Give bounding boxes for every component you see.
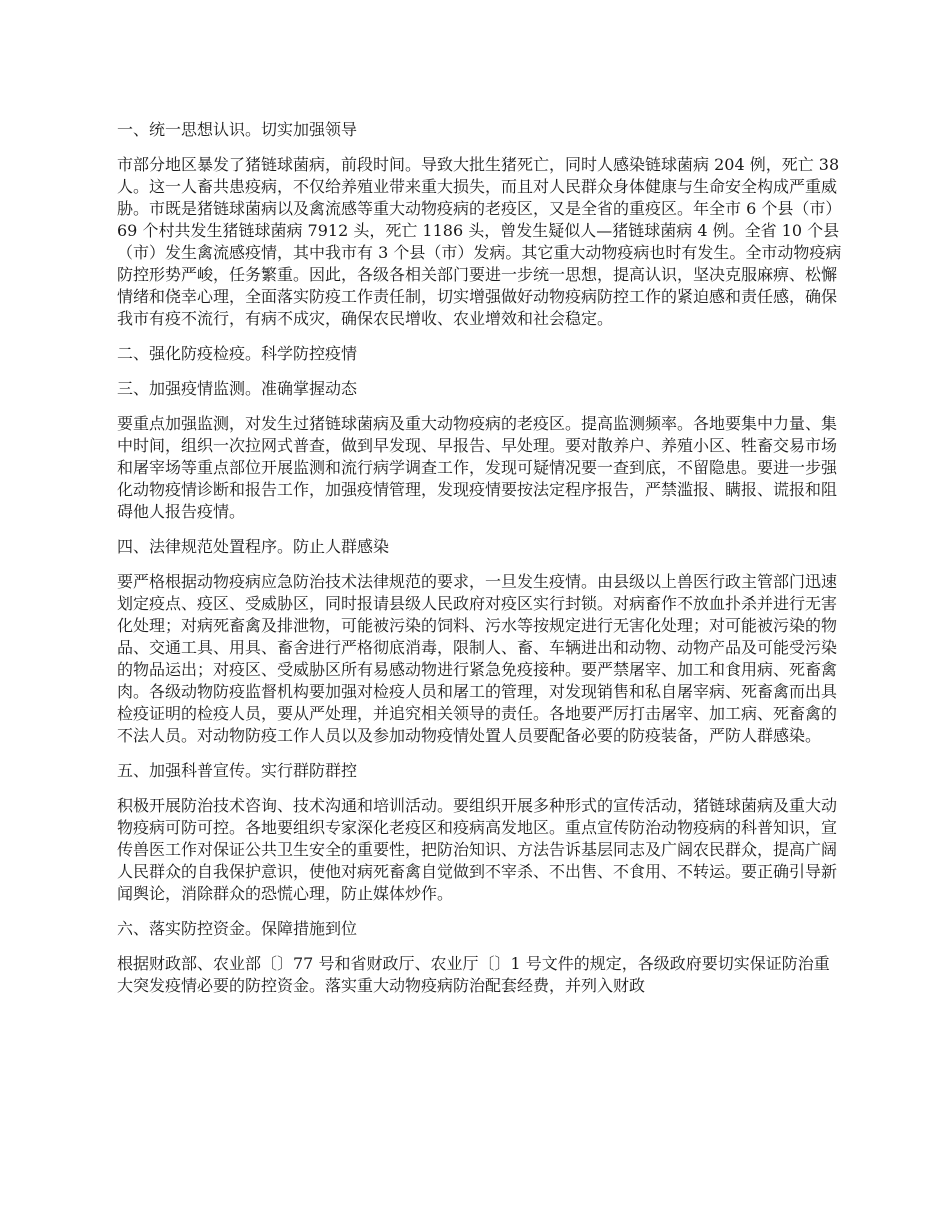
section-paragraph-5: 积极开展防治技术咨询、技术沟通和培训活动。要组织开展多种形式的宣传活动，猪链球菌病及重大动物疫病可防可控。各地要组织专家深化老疫区和疫病高发地区。重点宣传防治动物疫病的科普知识，宣传兽医工作对保证公共卫生安全的重要性，把防治知识、方法告诉基层同志及广阔农民群众，提高广阔人民群众的自我保护意识，使他对病死畜禽自觉做到不宰杀、不出售、不食用、不转运。要正确引导新闻舆论，消除群众的恐慌心理，防止媒体炒作。	[117, 796, 838, 903]
section-heading-3: 三、加强疫情监测。准确掌握动态	[117, 379, 358, 398]
section-paragraph-4: 要严格根据动物疫病应急防治技术法律规范的要求，一旦发生疫情。由县级以上兽医行政主管部门迅速划定疫点、疫区、受威胁区，同时报请县级人民政府对疫区实行封锁。对病畜作不放血扑杀并进行无害化处理；对病死畜禽及排泄物，可能被污染的饲料、污水等按规定进行无害化处理；对可能被污染的物品、交通工具、用具、畜舍进行严格彻底消毒，限制人、畜、车辆进出和动物、动物产品及可能受污染的物品运出；对疫区、受威胁区所有易感动物进行紧急免疫接种。要严禁屠宰、加工和食用病、死畜禽肉。各级动物防疫监督机构要加强对检疫人员和屠工的管理，对发现销售和私自屠宰病、死畜禽而出具检疫证明的检疫人员，要从严处理，并追究相关领导的责任。各地要严厉打击屠宰、加工病、死畜禽的不法人员。对动物防疫工作人员以及参加动物疫情处置人员要配备必要的防疫装备，严防人群感染。	[117, 572, 838, 745]
section-heading-2: 二、强化防疫检疫。科学防控疫情	[117, 344, 358, 363]
section-heading-1: 一、统一思想认识。切实加强领导	[117, 120, 358, 139]
section-paragraph-1: 市部分地区暴发了猪链球菌病，前段时间。导致大批生猪死亡，同时人感染链球菌病 204 例，死亡 38 人。这一人畜共患疫病，不仅给养殖业带来重大损失，而且对人民群众身体健康与生命安全构成严重威胁。市既是猪链球菌病以及禽流感等重大动物疫病的老疫区，又是全省的重疫区。年全市 6 个县（市）69 个村共发生猪链球菌病 7912 头，死亡 1186 头，曾发生疑似人—猪链球菌病 4 例。全省 10 个县（市）发生禽流感疫情，其中我市有 3 个县（市）发病。其它重大动物疫病也时有发生。全市动物疫病防控形势严峻，任务繁重。因此，各级各相关部门要进一步统一思想，提高认识，坚决克服麻痹、松懈情绪和侥幸心理，全面落实防疫工作责任制，切实增强做好动物疫病防控工作的紧迫感和责任感，确保我市有疫不流行，有病不成灾，确保农民增收、农业增效和社会稳定。	[117, 155, 842, 328]
section-heading-5: 五、加强科普宣传。实行群防群控	[117, 761, 358, 780]
section-heading-4: 四、法律规范处置程序。防止人群感染	[117, 537, 390, 556]
section-heading-6: 六、落实防控资金。保障措施到位	[117, 919, 358, 938]
section-paragraph-6: 根据财政部、农业部〔〕77 号和省财政厅、农业厅〔〕1 号文件的规定，各级政府要切实保证防治重大突发疫情必要的防控资金。落实重大动物疫病防治配套经费，并列入财政	[117, 954, 830, 995]
section-paragraph-3: 要重点加强监测，对发生过猪链球菌病及重大动物疫病的老疫区。提高监测频率。各地要集中力量、集中时间，组织一次拉网式普查，做到早发现、早报告、早处理。要对散养户、养殖小区、牲畜交易市场和屠宰场等重点部位开展监测和流行病学调查工作，发现可疑情况要一查到底，不留隐患。要进一步强化动物疫情诊断和报告工作，加强疫情管理，发现疫情要按法定程序报告，严禁滥报、瞒报、谎报和阻碍他人报告疫情。	[117, 414, 838, 521]
document-page	[117, 119, 842, 1010]
